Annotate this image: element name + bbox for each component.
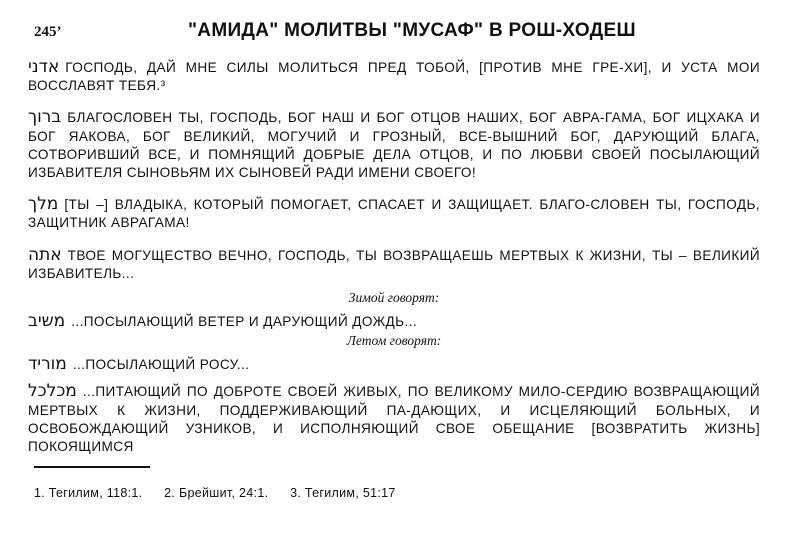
- footnotes: [34, 486, 414, 500]
- paragraph-mechalkel: [28, 382, 760, 456]
- paragraph-ata: [28, 246, 760, 283]
- hebrew-word: אתה: [28, 244, 62, 265]
- prayer-body: [28, 58, 760, 469]
- hebrew-word: מלך: [28, 194, 59, 215]
- winter-note: Зимой говорят:: [348, 290, 440, 306]
- paragraph-text: ...ПОСЫЛАЮЩИЙ ВЕТЕР И ДАРУЮЩИЙ ДОЖДЬ...: [71, 314, 418, 330]
- paragraph-mashiv: [28, 312, 760, 331]
- paragraph-text: [ТЫ –] ВЛАДЫКА, КОТОРЫЙ ПОМОГАЕТ, СПАСАЕТ И ЗАЩИЩАЕТ. БЛАГО-СЛОВЕН ТЫ, ГОСПОДЬ, ЗАЩИТНИК АВРАГАМА!: [28, 197, 760, 231]
- paragraph-text: БЛАГОСЛОВЕН ТЫ, ГОСПОДЬ, БОГ НАШ И БОГ ОТЦОВ НАШИХ, БОГ АВРА-ГАМА, БОГ ИЦХАКА И БОГ ЯАКОВА, БОГ ВЕЛИКИЙ, МОГУЧИЙ И ГРОЗНЫЙ, ВСЕ-ВЫШНИЙ БОГ, ДАРУЮЩИЙ БЛАГА, СОТВОРИВШИЙ ВСЕ, И ПОМНЯЩИЙ ДОБРЫЕ ДЕЛА ОТЦОВ, И ПО ЛЮБВИ СВОЕЙ ПОСЫЛАЮЩИЙ ИЗБАВИТЕЛЯ СЫНОВЬЯМ ИХ СЫНОВЕЙ РАДИ ИМЕНИ СВОЕГО!: [28, 110, 760, 181]
- footnote-2: 2. Брейшит, 24:1.: [164, 486, 269, 500]
- footnote-1: 1. Тегилим, 118:1.: [34, 486, 143, 500]
- paragraph-adonai: [28, 58, 760, 95]
- hebrew-word: אדני: [28, 57, 60, 77]
- paragraph-melech: [28, 195, 760, 232]
- hebrew-word: ברוך: [28, 107, 62, 128]
- footnote-3: 3. Тегилим, 51:17: [290, 486, 396, 500]
- hebrew-word: מכלכל: [28, 381, 77, 402]
- page-title: "АМИДА" МОЛИТВЫ "МУСАФ" В РОШ-ХОДЕШ: [188, 20, 636, 41]
- paragraph-text: ...ПИТАЮЩИЙ ПО ДОБРОТЕ СВОЕЙ ЖИВЫХ, ПО ВЕЛИКОМУ МИЛО-СЕРДИЮ ВОЗВРАЩАЮЩИЙ МЕРТВЫХ К ЖИЗНИ, ПОДДЕРЖИВАЮЩИЙ ПА-ДАЮЩИХ, И ИСЦЕЛЯЮЩИЙ БОЛЬНЫХ, И ОСВОБОЖДАЮЩИЙ УЗНИКОВ, И ИСПОЛНЯЮЩИЙ СВОЕ ОБЕЩАНИЕ [ВОЗВРАТИТЬ ЖИЗНЬ] ПОКОЯЩИМСЯ: [28, 384, 760, 455]
- hebrew-word: משיב: [28, 311, 66, 332]
- paragraph-baruch: [28, 108, 760, 182]
- paragraph-morid: [28, 355, 760, 374]
- page-number: 245’: [34, 24, 62, 40]
- paragraph-text: ...ПОСЫЛАЮЩИЙ РОСУ...: [72, 357, 250, 373]
- hebrew-word: מוריד: [28, 354, 67, 375]
- summer-note: Летом говорят:: [346, 333, 442, 349]
- footnote-divider: [34, 466, 150, 468]
- paragraph-text: ГОСПОДЬ, ДАЙ МНЕ СИЛЫ МОЛИТЬСЯ ПРЕД ТОБОЙ, [ПРОТИВ МНЕ ГРЕ-ХИ], И УСТА МОИ ВОССЛАВЯТ ТЕБЯ.³: [28, 60, 760, 94]
- paragraph-text: ТВОЕ МОГУЩЕСТВО ВЕЧНО, ГОСПОДЬ, ТЫ ВОЗВРАЩАЕШЬ МЕРТВЫХ К ЖИЗНИ, ТЫ – ВЕЛИКИЙ ИЗБАВИТЕЛЬ...: [28, 247, 760, 281]
